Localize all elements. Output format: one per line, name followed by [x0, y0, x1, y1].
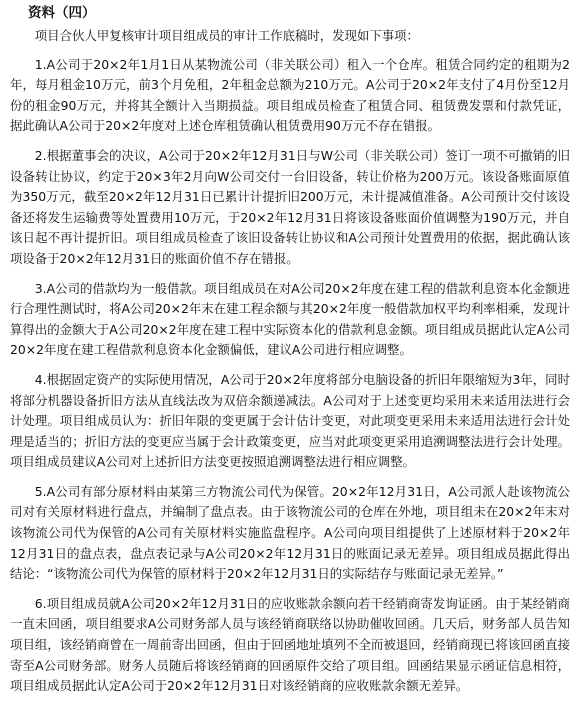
section-title: 资料（四）: [28, 5, 96, 21]
item-4-paragraph: 4.根据固定资产的实际使用情况，A公司于20×2年度将部分电脑设备的折旧年限缩短为3年，同时将部分机器设备折旧方法从直线法改为双倍余额递减法。A公司对于上述变更均采用未来适用法进行会计处理。项目组成员认为：折旧年限的变更属于会计估计变更，对此项变更采用未来适用法进行会计处理是适当的；折旧方法的变更应当属于会计政策变更，应当对此项变更采用追溯调整法进行会计处理。项目组成员建议A公司对上述折旧方法变更按照追溯调整法进行相应调整。: [10, 371, 570, 470]
item-3-paragraph: 3.A公司的借款均为一般借款。项目组成员在对A公司20×2年度在建工程的借款利息资本化金额进行合理性测试时，将A公司20×2年末在建工程余额与其20×2年度一般借款加权平均利率相乘，发现计算得出的金额大于A公司20×2年度在建工程中实际资本化的借款利息金额。项目组成员据此认定A公司20×2年度在建工程借款利息资本化金额偏低，建议A公司进行相应调整。: [10, 280, 570, 358]
item-6-paragraph: 6.项目组成员就A公司20×2年12月31日的应收账款余额向若干经销商寄发询证函。由于某经销商一直未回函，项目组要求A公司财务部人员与该经销商联络以协助催收回函。几天后，财务部人员告知项目组，该经销商曾在一周前寄出回函，但由于回函地址填列不全而被退回，经销商现已将该回函直接寄至A公司财务部。财务人员随后将该经销商的回函原件交给了项目组。回函结果显示函证信息相符，项目组成员据此认定A公司于20×2年12月31日对该经销商的应收账款余额无差异。: [10, 595, 570, 694]
item-2-paragraph: 2.根据董事会的决议，A公司于20×2年12月31日与W公司（非关联公司）签订一项不可撤销的旧设备转让协议，约定于20×3年2月向W公司交付一台旧设备，转让价格为200万元。该设备账面原值为350万元，截至20×2年12月31日已累计计提折旧200万元，未计提减值准备。A公司预计交付该设备还将发生运输费等处置费用10万元，于20×2年12月31日将该设备账面价值调整为190万元，并自该日起不再计提折旧。项目组成员检查了该旧设备转让协议和A公司预计处置费用的依据，据此确认该项设备于20×2年12月31日的账面价值不存在错报。: [10, 147, 570, 266]
intro-paragraph: 项目合伙人甲复核审计项目组成员的审计工作底稿时，发现如下事项：: [34, 28, 419, 43]
item-1-paragraph: 1.A公司于20×2年1月1日从某物流公司（非关联公司）租入一个仓库。租赁合同约定的租期为2年，每月租金10万元，前3个月免租，2年租金总额为210万元。A公司于20×2年支付了4月份至12月份的租金90万元，并将其全额计入当期损益。项目组成员检查了租赁合同、租赁费发票和付款凭证，据此确认A公司于20×2年度对上述仓库租赁确认租赁费用90万元不存在错报。: [10, 56, 570, 134]
item-5-paragraph: 5.A公司有部分原材料由某第三方物流公司代为保管。20×2年12月31日，A公司派人赴该物流公司对有关原材料进行盘点，并编制了盘点表。由于该物流公司的仓库在外地，项目组未在20×2年末对该物流公司代为保管的A公司有关原材料实施监盘程序。A公司向项目组提供了上述原材料于20×2年12月31日的盘点表，盘点表记录与A公司20×2年12月31日的账面记录无差异。项目组成员据此得出结论：“该物流公司代为保管的原材料于20×2年12月31日的实际结存与账面记录无差异。”: [10, 483, 570, 582]
